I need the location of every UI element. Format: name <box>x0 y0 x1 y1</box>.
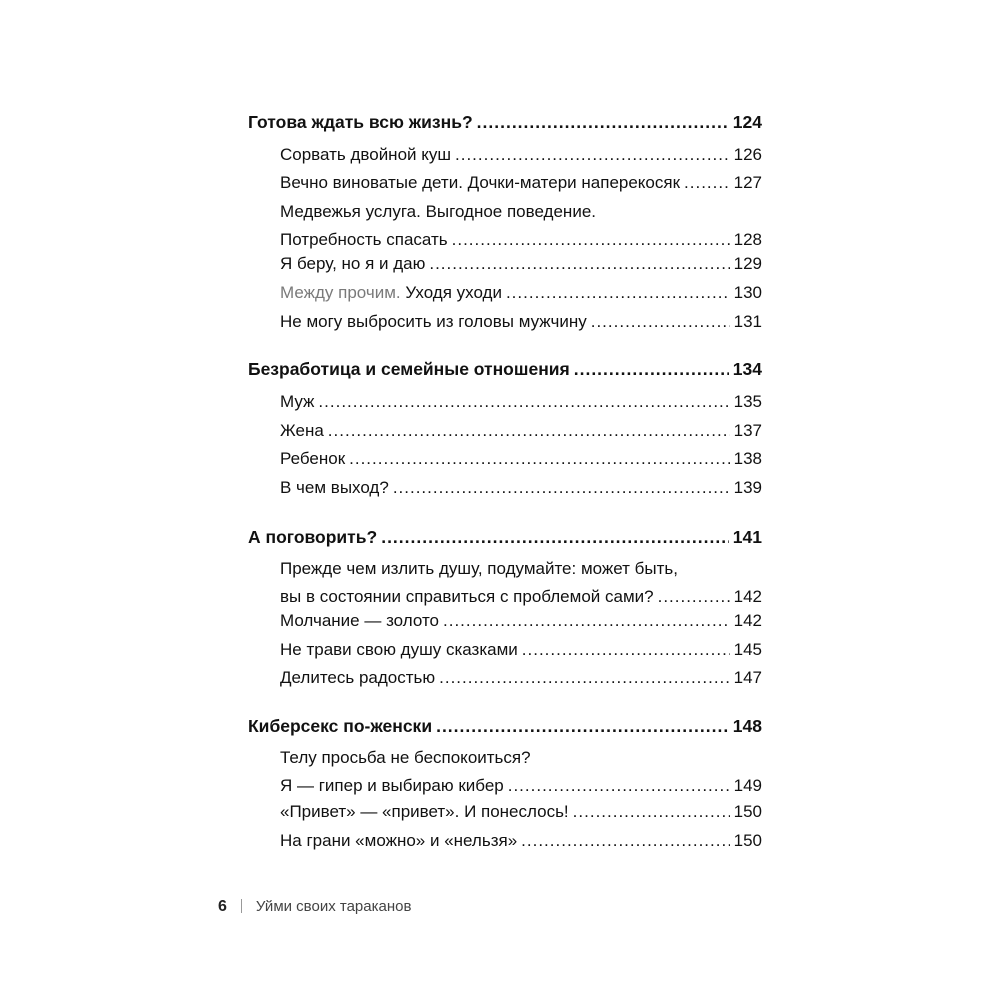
toc-entry[interactable] <box>280 447 762 471</box>
toc-entry-title-line1: Медвежья услуга. Выгодное поведение. <box>280 202 596 221</box>
toc-leader-dots <box>429 252 729 276</box>
toc-leader-dots <box>522 638 730 662</box>
toc-entry[interactable] <box>280 557 762 609</box>
toc-leader-dots <box>439 666 730 690</box>
toc-entry-title: Жена <box>280 421 324 440</box>
toc-page-number: 145 <box>733 640 762 659</box>
toc-entry[interactable] <box>280 638 762 662</box>
toc-entry[interactable] <box>280 252 762 276</box>
toc-leader-dots <box>477 110 729 134</box>
toc-page-number: 142 <box>733 611 762 630</box>
toc-leader-dots <box>508 774 730 798</box>
toc-entry-title: Потребность спасать <box>280 230 448 249</box>
toc-page-number: 131 <box>733 312 762 331</box>
toc-page-number: 149 <box>733 776 762 795</box>
toc-chapter-title: А поговорить? <box>248 527 378 547</box>
toc-chapter-title: Киберсекс по-женски <box>248 716 433 736</box>
toc-page-number: 130 <box>733 283 762 302</box>
toc-page-number: 138 <box>733 449 762 468</box>
toc-entry[interactable] <box>280 419 762 443</box>
toc-leader-dots <box>684 171 730 195</box>
toc-leader-dots <box>443 609 730 633</box>
toc-entry[interactable] <box>280 746 762 798</box>
toc-entry-title: Молчание — золото <box>280 611 440 630</box>
toc-entry-title: «Привет» — «привет». И понеслось! <box>280 802 569 821</box>
toc-entry-title: В чем выход? <box>280 478 389 497</box>
toc-page-number: 150 <box>733 802 762 821</box>
toc-leader-dots <box>393 476 730 500</box>
toc-leader-dots <box>436 714 729 738</box>
toc-entry-title: Вечно виноватые дети. Дочки-матери наперекосяк <box>280 173 681 192</box>
toc-entry-title: Делитесь радостью <box>280 668 436 687</box>
toc-chapter[interactable] <box>248 714 762 738</box>
toc-page-number: 139 <box>733 478 762 497</box>
toc-entry[interactable] <box>280 143 762 167</box>
toc-entry[interactable] <box>280 200 762 252</box>
toc-page-number: 134 <box>732 359 762 379</box>
toc-page-number: 150 <box>733 831 762 850</box>
toc-leader-dots <box>573 800 730 824</box>
toc-leader-dots <box>455 143 730 167</box>
toc-leader-dots <box>574 357 729 381</box>
toc-chapter-title: Готова ждать всю жизнь? <box>248 112 473 132</box>
toc-entry[interactable] <box>280 476 762 500</box>
toc-entry[interactable] <box>280 281 762 305</box>
toc-entry-title-gray: Между прочим. <box>280 283 401 302</box>
toc-page-number: 128 <box>733 230 762 249</box>
toc-entry-title <box>280 281 502 305</box>
toc-entry[interactable] <box>280 666 762 690</box>
toc-entry-title-line1: Телу просьба не беспокоиться? <box>280 748 531 767</box>
toc-page-number: 135 <box>733 392 762 411</box>
toc-page-number: 129 <box>733 254 762 273</box>
toc-entry-title: Ребенок <box>280 449 346 468</box>
toc-leader-dots <box>506 281 730 305</box>
toc-entry[interactable] <box>280 390 762 414</box>
page-footer <box>218 896 411 918</box>
toc-leader-dots <box>658 585 730 609</box>
toc-entry-title: Я — гипер и выбираю кибер <box>280 776 504 795</box>
toc-entry-title: Не могу выбросить из головы мужчину <box>280 312 587 331</box>
toc-entry[interactable] <box>280 310 762 334</box>
toc-entry[interactable] <box>280 171 762 195</box>
toc-leader-dots <box>452 228 730 252</box>
toc-entry-title: Муж <box>280 392 315 411</box>
toc-entry[interactable] <box>280 800 762 824</box>
toc-leader-dots <box>328 419 730 443</box>
toc-entry-title: вы в состоянии справиться с проблемой сами? <box>280 587 654 606</box>
toc-entry-title: Я беру, но я и даю <box>280 254 426 273</box>
toc-page-number: 142 <box>733 587 762 606</box>
toc-chapter[interactable] <box>248 525 762 549</box>
toc-page-number: 137 <box>733 421 762 440</box>
toc-page-number: 147 <box>733 668 762 687</box>
toc-chapter[interactable] <box>248 357 762 381</box>
toc-entry-title-line1: Прежде чем излить душу, подумайте: может быть, <box>280 559 679 578</box>
footer-divider <box>241 899 242 913</box>
toc-leader-dots <box>381 525 729 549</box>
toc-entry-title: На грани «можно» и «нельзя» <box>280 831 518 850</box>
toc-leader-dots <box>591 310 730 334</box>
toc-page-number: 148 <box>732 716 762 736</box>
toc-entry[interactable] <box>280 829 762 853</box>
toc-chapter-title: Безработица и семейные отношения <box>248 359 570 379</box>
toc-leader-dots <box>318 390 729 414</box>
toc-leader-dots <box>349 447 729 471</box>
toc-entry-title: Не трави свою душу сказками <box>280 640 518 659</box>
footer-book-title: Уйми своих тараканов <box>255 898 412 915</box>
toc-leader-dots <box>521 829 729 853</box>
toc-entry-title-rest: Уходя уходи <box>400 283 502 302</box>
toc-chapter[interactable] <box>248 110 762 134</box>
toc-page-number: 141 <box>732 527 762 547</box>
toc-page-number: 126 <box>733 145 762 164</box>
footer-page-number: 6 <box>218 898 227 915</box>
toc-page-number: 127 <box>733 173 762 192</box>
toc-entry-title: Сорвать двойной куш <box>280 145 452 164</box>
toc-entry[interactable] <box>280 609 762 633</box>
toc-page-number: 124 <box>732 112 762 132</box>
